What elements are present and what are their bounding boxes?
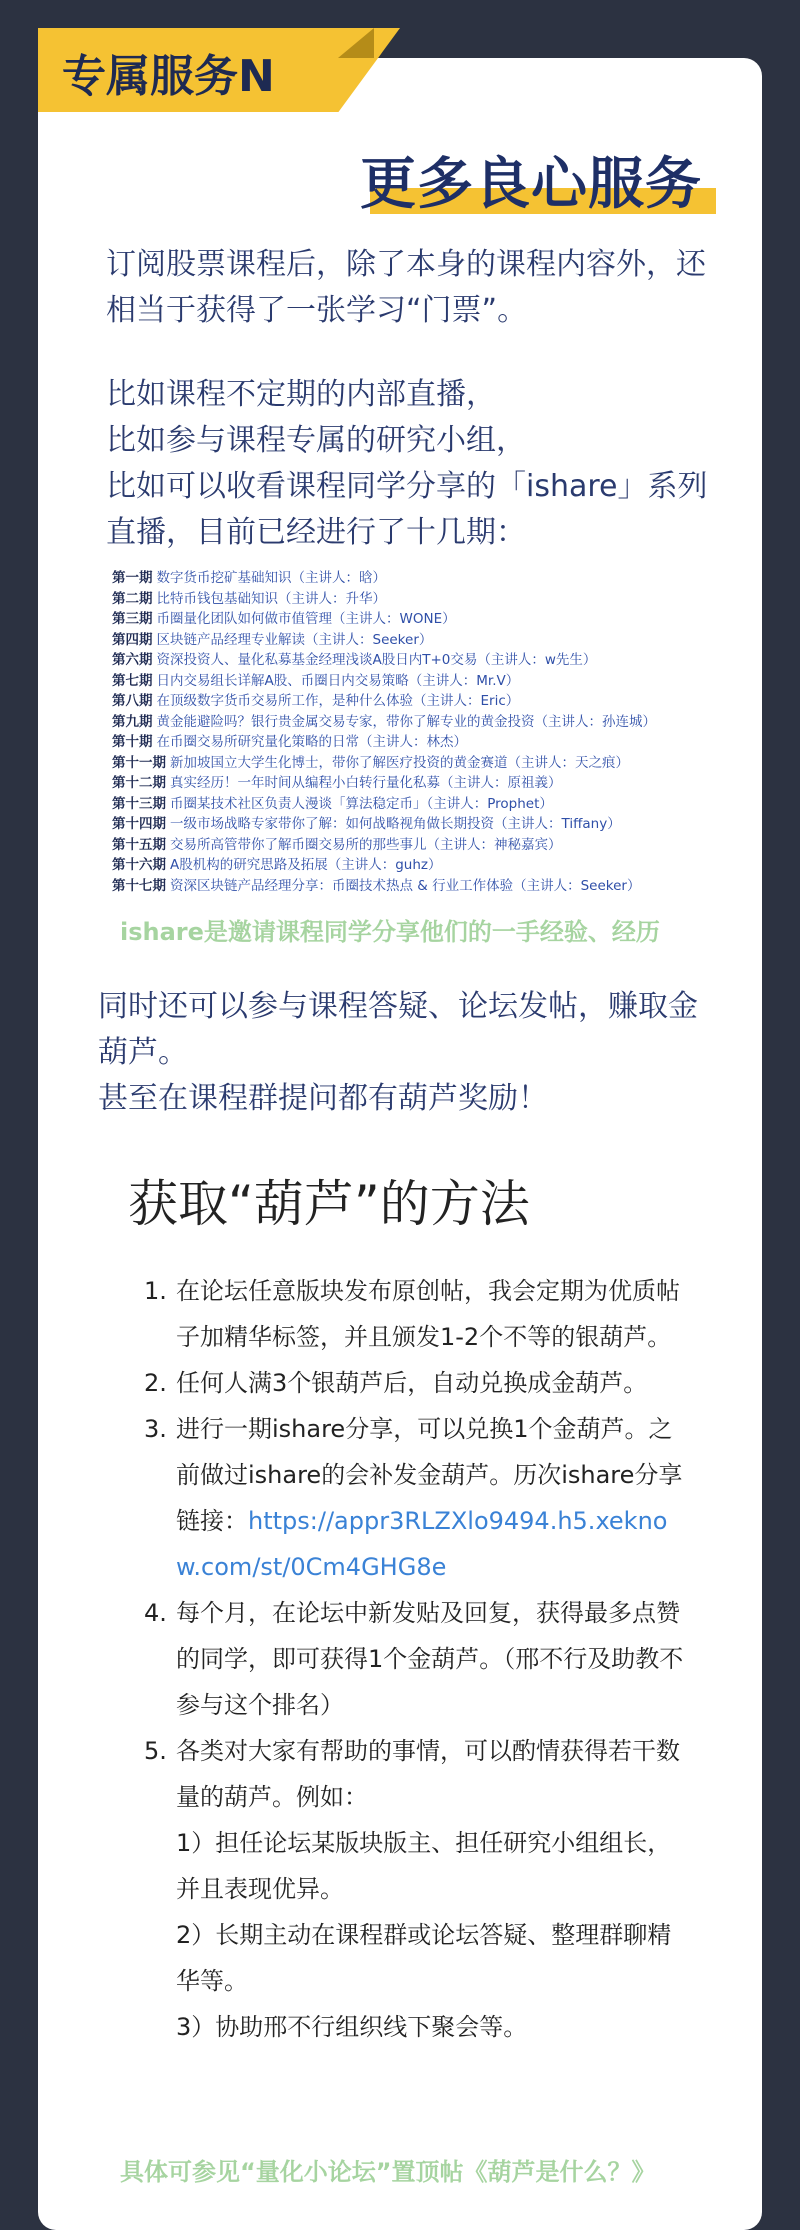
episode-topic: 资深投资人、量化私募基金经理浅谈A股日内T+0交易（主讲人：w先生） bbox=[156, 652, 597, 668]
episode-topic: 数字货币挖矿基础知识（主讲人：晗） bbox=[156, 570, 386, 586]
method-number: 5. bbox=[144, 1737, 167, 1765]
method-item bbox=[144, 1590, 684, 1728]
methods-heading: 获取“葫芦”的方法 bbox=[128, 1175, 530, 1233]
method-item bbox=[144, 1406, 684, 1590]
intro-paragraph: 订阅股票课程后，除了本身的课程内容外，还相当于获得了一张学习“门票”。 bbox=[106, 247, 706, 328]
episode-number: 第八期 bbox=[112, 693, 153, 709]
method-text: 任何人满3个银葫芦后，自动兑换成金葫芦。 bbox=[176, 1369, 648, 1397]
episode-number: 第十七期 bbox=[112, 877, 166, 894]
episode-topic: 币圈某技术社区负责人漫谈「算法稳定币」（主讲人：Prophet） bbox=[170, 795, 553, 812]
section-title bbox=[360, 140, 716, 220]
examples-paragraph bbox=[106, 372, 726, 556]
episode-topic: 真实经历！一年时间从编程小白转行量化私募（主讲人：原祖義） bbox=[170, 775, 562, 791]
episode-number: 第十期 bbox=[112, 734, 153, 750]
episode-number: 第一期 bbox=[112, 570, 153, 586]
episode-topic: A股机构的研究思路及拓展（主讲人：guhz） bbox=[170, 857, 442, 873]
episode-item bbox=[112, 753, 712, 774]
episode-topic: 币圈量化团队如何做市值管理（主讲人：WONE） bbox=[156, 611, 456, 627]
episode-number: 第十三期 bbox=[112, 795, 166, 812]
method-item bbox=[144, 1360, 684, 1406]
method-number: 4. bbox=[144, 1599, 167, 1627]
example-line: 比如可以收看课程同学分享的「ishare」系列直播，目前已经进行了十几期： bbox=[106, 469, 708, 550]
episode-topic: 一级市场战略专家带你了解：如何战略视角做长期投资（主讲人：Tiffany） bbox=[170, 816, 621, 832]
method-text: 在论坛任意版块发布原创帖，我会定期为优质帖子加精华标签，并且颁发1-2个不等的银葫芦。 bbox=[176, 1277, 680, 1351]
episode-number: 第六期 bbox=[112, 652, 153, 668]
banner-fold bbox=[338, 28, 374, 58]
episode-item bbox=[112, 568, 712, 589]
method-text: 每个月，在论坛中新发贴及回复，获得最多点赞的同学，即可获得1个金葫芦。（邢不行及助教不参与这个排名） bbox=[176, 1599, 684, 1719]
episode-item bbox=[112, 794, 712, 815]
ishare-link[interactable]: https://appr3RLZXlo9494.h5.xeknow.com/st/0Cm4GHG8e bbox=[176, 1507, 668, 1581]
episode-topic: 资深区块链产品经理分享：币圈技术热点 & 行业工作体验（主讲人：Seeker） bbox=[170, 877, 641, 894]
method-text: 各类对大家有帮助的事情，可以酌情获得若干数量的葫芦。例如： bbox=[176, 1737, 680, 1811]
method-number: 3. bbox=[144, 1415, 167, 1443]
methods-list bbox=[144, 1268, 684, 2050]
footer-note: 具体可参见“量化小论坛”置顶帖《葫芦是什么？》 bbox=[120, 2158, 656, 2186]
episode-topic: 比特币钱包基础知识（主讲人：升华） bbox=[156, 590, 386, 607]
ishare-note: ishare是邀请课程同学分享他们的一手经验、经历 bbox=[120, 918, 660, 946]
episode-number: 第十四期 bbox=[112, 816, 166, 832]
episode-item bbox=[112, 855, 712, 876]
episode-topic: 新加坡国立大学生化博士，带你了解医疗投资的黄金赛道（主讲人：天之痕） bbox=[170, 754, 629, 771]
method-number: 1. bbox=[144, 1277, 167, 1305]
episode-topic: 黄金能避险吗？银行贵金属交易专家，带你了解专业的黄金投资（主讲人：孙连城） bbox=[156, 713, 656, 730]
episode-item bbox=[112, 732, 712, 753]
forum-line: 甚至在课程群提问都有葫芦奖励！ bbox=[98, 1081, 548, 1116]
method-subitem: 1）担任论坛某版块版主、担任研究小组组长，并且表现优异。 bbox=[176, 1829, 672, 1903]
banner-title: 专属服务N bbox=[62, 51, 275, 102]
episode-number: 第九期 bbox=[112, 713, 153, 730]
episode-topic: 日内交易组长详解A股、币圈日内交易策略（主讲人：Mr.V） bbox=[156, 672, 520, 689]
episode-item bbox=[112, 773, 712, 794]
method-subitem: 2）长期主动在课程群或论坛答疑、整理群聊精华等。 bbox=[176, 1921, 672, 1995]
episode-item bbox=[112, 814, 712, 835]
episode-number: 第十五期 bbox=[112, 836, 166, 853]
episode-number: 第三期 bbox=[112, 611, 153, 627]
example-line: 比如参与课程专属的研究小组， bbox=[106, 423, 526, 458]
episode-topic: 交易所高管带你了解币圈交易所的那些事儿（主讲人：神秘嘉宾） bbox=[170, 836, 562, 853]
episode-topic: 在币圈交易所研究量化策略的日常（主讲人：林杰） bbox=[156, 734, 467, 750]
method-subitem: 3）协助邢不行组织线下聚会等。 bbox=[176, 2013, 528, 2041]
episode-item bbox=[112, 712, 712, 733]
episode-item bbox=[112, 630, 712, 651]
section-title-text: 更多良心服务 bbox=[360, 152, 702, 217]
episode-number: 第十一期 bbox=[112, 754, 166, 771]
episode-number: 第七期 bbox=[112, 672, 153, 689]
example-line: 比如课程不定期的内部直播， bbox=[106, 377, 496, 412]
episode-number: 第四期 bbox=[112, 631, 153, 648]
episode-item bbox=[112, 671, 712, 692]
episode-item bbox=[112, 876, 712, 897]
method-text: 进行一期ishare分享，可以兑换1个金葫芦。之前做过ishare的会补发金葫芦。历次ishare分享链接： bbox=[176, 1415, 683, 1535]
episode-item bbox=[112, 691, 712, 712]
episode-number: 第二期 bbox=[112, 590, 153, 607]
episode-number: 第十二期 bbox=[112, 775, 166, 791]
method-number: 2. bbox=[144, 1369, 167, 1397]
episode-topic: 区块链产品经理专业解读（主讲人：Seeker） bbox=[156, 631, 433, 648]
episode-item bbox=[112, 609, 712, 630]
method-item bbox=[144, 1268, 684, 1360]
episode-item bbox=[112, 650, 712, 671]
episode-number: 第十六期 bbox=[112, 857, 166, 873]
episode-topic: 在顶级数字货币交易所工作，是种什么体验（主讲人：Eric） bbox=[156, 693, 520, 709]
ishare-episode-list bbox=[112, 568, 712, 896]
forum-line: 同时还可以参与课程答疑、论坛发帖，赚取金葫芦。 bbox=[98, 989, 698, 1070]
forum-paragraph bbox=[98, 984, 718, 1122]
episode-item bbox=[112, 589, 712, 610]
episode-item bbox=[112, 835, 712, 856]
method-item bbox=[144, 1728, 684, 2050]
